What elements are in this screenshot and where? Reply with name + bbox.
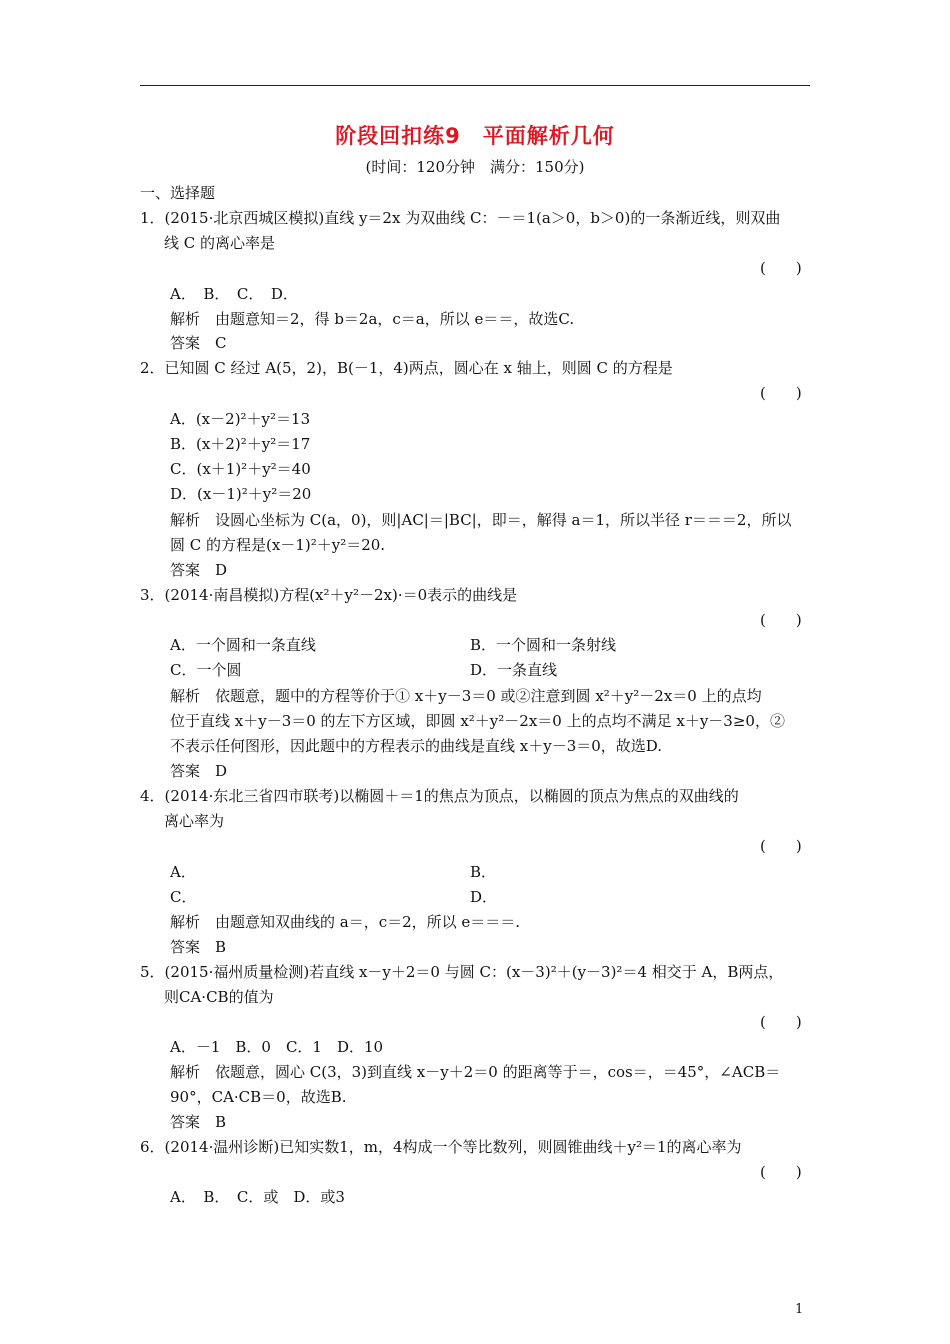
- q5-options: A．－1 B．0 C．1 D．10: [170, 1038, 384, 1056]
- q5-stem-1: 5．(2015·福州质量检测)若直线 x－y＋2＝0 与圆 C：(x－3)²＋(y－3)²＝4 相交于 A，B两点，: [140, 963, 784, 981]
- q4-stem-2: 离心率为: [164, 812, 225, 830]
- q3-analysis-2: 位于直线 x＋y－3＝0 的左下方区域，即圆 x²＋y²－2x＝0 上的点均不满足 x＋y－3≥0，②: [170, 712, 785, 730]
- page-title: 阶段回扣练9 平面解析几何: [335, 124, 615, 148]
- q6-stem-1: 6．(2014·温州诊断)已知实数1，m，4构成一个等比数列，则圆锥曲线＋y²＝1的离心率为: [140, 1138, 742, 1156]
- q2-option-c: C．(x＋1)²＋y²＝40: [170, 460, 311, 478]
- q4-option-b: B．: [470, 863, 497, 881]
- q3-answer-blank: ( ): [760, 611, 802, 629]
- q3-option-c: C．一个圆: [170, 661, 242, 679]
- q2-option-d: D．(x－1)²＋y²＝20: [170, 485, 312, 503]
- q6-answer-blank: ( ): [760, 1163, 802, 1181]
- q3-option-b: B．一个圆和一条射线: [470, 636, 617, 654]
- page-subtitle: (时间：120分钟 满分：150分): [365, 158, 585, 176]
- q5-answer-blank: ( ): [760, 1013, 802, 1031]
- q2-analysis-1: 解析 设圆心坐标为 C(a，0)，则|AC|＝|BC|，即＝，解得 a＝1，所以半径 r＝＝＝2，所以: [170, 511, 792, 529]
- q3-option-a: A．一个圆和一条直线: [170, 636, 316, 654]
- q5-stem-2: 则CA·CB的值为: [164, 988, 274, 1006]
- q6-options: A． B． C．或 D．或3: [170, 1188, 345, 1206]
- q4-answer: 答案 B: [170, 938, 227, 956]
- q1-answer-blank: ( ): [760, 259, 802, 277]
- q3-option-d: D．一条直线: [470, 661, 558, 679]
- q4-option-a: A．: [170, 863, 196, 881]
- q5-answer: 答案 B: [170, 1113, 227, 1131]
- q1-answer: 答案 C: [170, 334, 227, 352]
- q2-answer-blank: ( ): [760, 384, 802, 402]
- q2-option-a: A．(x－2)²＋y²＝13: [170, 410, 311, 428]
- q4-option-c: C．: [170, 888, 197, 906]
- q2-analysis-2: 圆 C 的方程是(x－1)²＋y²＝20.: [170, 536, 386, 554]
- q3-stem-1: 3．(2014·南昌模拟)方程(x²＋y²－2x)·＝0表示的曲线是: [140, 586, 518, 604]
- q5-analysis-1: 解析 依题意，圆心 C(3，3)到直线 x－y＋2＝0 的距离等于＝，cos＝，＝45°，∠ACB＝: [170, 1063, 781, 1081]
- section-heading: 一、选择题: [140, 184, 216, 202]
- q3-answer: 答案 D: [170, 762, 228, 780]
- q3-analysis-1: 解析 依题意，题中的方程等价于① x＋y－3＝0 或②注意到圆 x²＋y²－2x＝0 上的点均: [170, 687, 762, 705]
- q1-stem-1: 1．(2015·北京西城区模拟)直线 y＝2x 为双曲线 C：－＝1(a＞0，b＞0)的一条渐近线，则双曲: [140, 209, 781, 227]
- q3-analysis-3: 不表示任何图形，因此题中的方程表示的曲线是直线 x＋y－3＝0，故选D.: [170, 737, 663, 755]
- q1-analysis: 解析 由题意知＝2，得 b＝2a，c＝a，所以 e＝＝，故选C.: [170, 310, 575, 328]
- q1-options: A． B． C． D．: [170, 285, 298, 303]
- q2-stem-1: 2．已知圆 C 经过 A(5，2)，B(－1，4)两点，圆心在 x 轴上，则圆 C 的方程是: [140, 359, 673, 377]
- page-number: 1: [795, 1302, 804, 1317]
- q2-option-b: B．(x＋2)²＋y²＝17: [170, 435, 311, 453]
- q5-analysis-2: 90°，CA·CB＝0，故选B.: [170, 1088, 347, 1106]
- q4-stem-1: 4．(2014·东北三省四市联考)以椭圆＋＝1的焦点为顶点，以椭圆的顶点为焦点的双曲线的: [140, 787, 739, 805]
- q1-stem-2: 线 C 的离心率是: [164, 234, 276, 252]
- q2-answer: 答案 D: [170, 561, 228, 579]
- header-rule: [140, 85, 810, 86]
- q4-answer-blank: ( ): [760, 837, 802, 855]
- q4-analysis: 解析 由题意知双曲线的 a＝，c＝2，所以 e＝＝＝.: [170, 913, 521, 931]
- q4-option-d: D．: [470, 888, 498, 906]
